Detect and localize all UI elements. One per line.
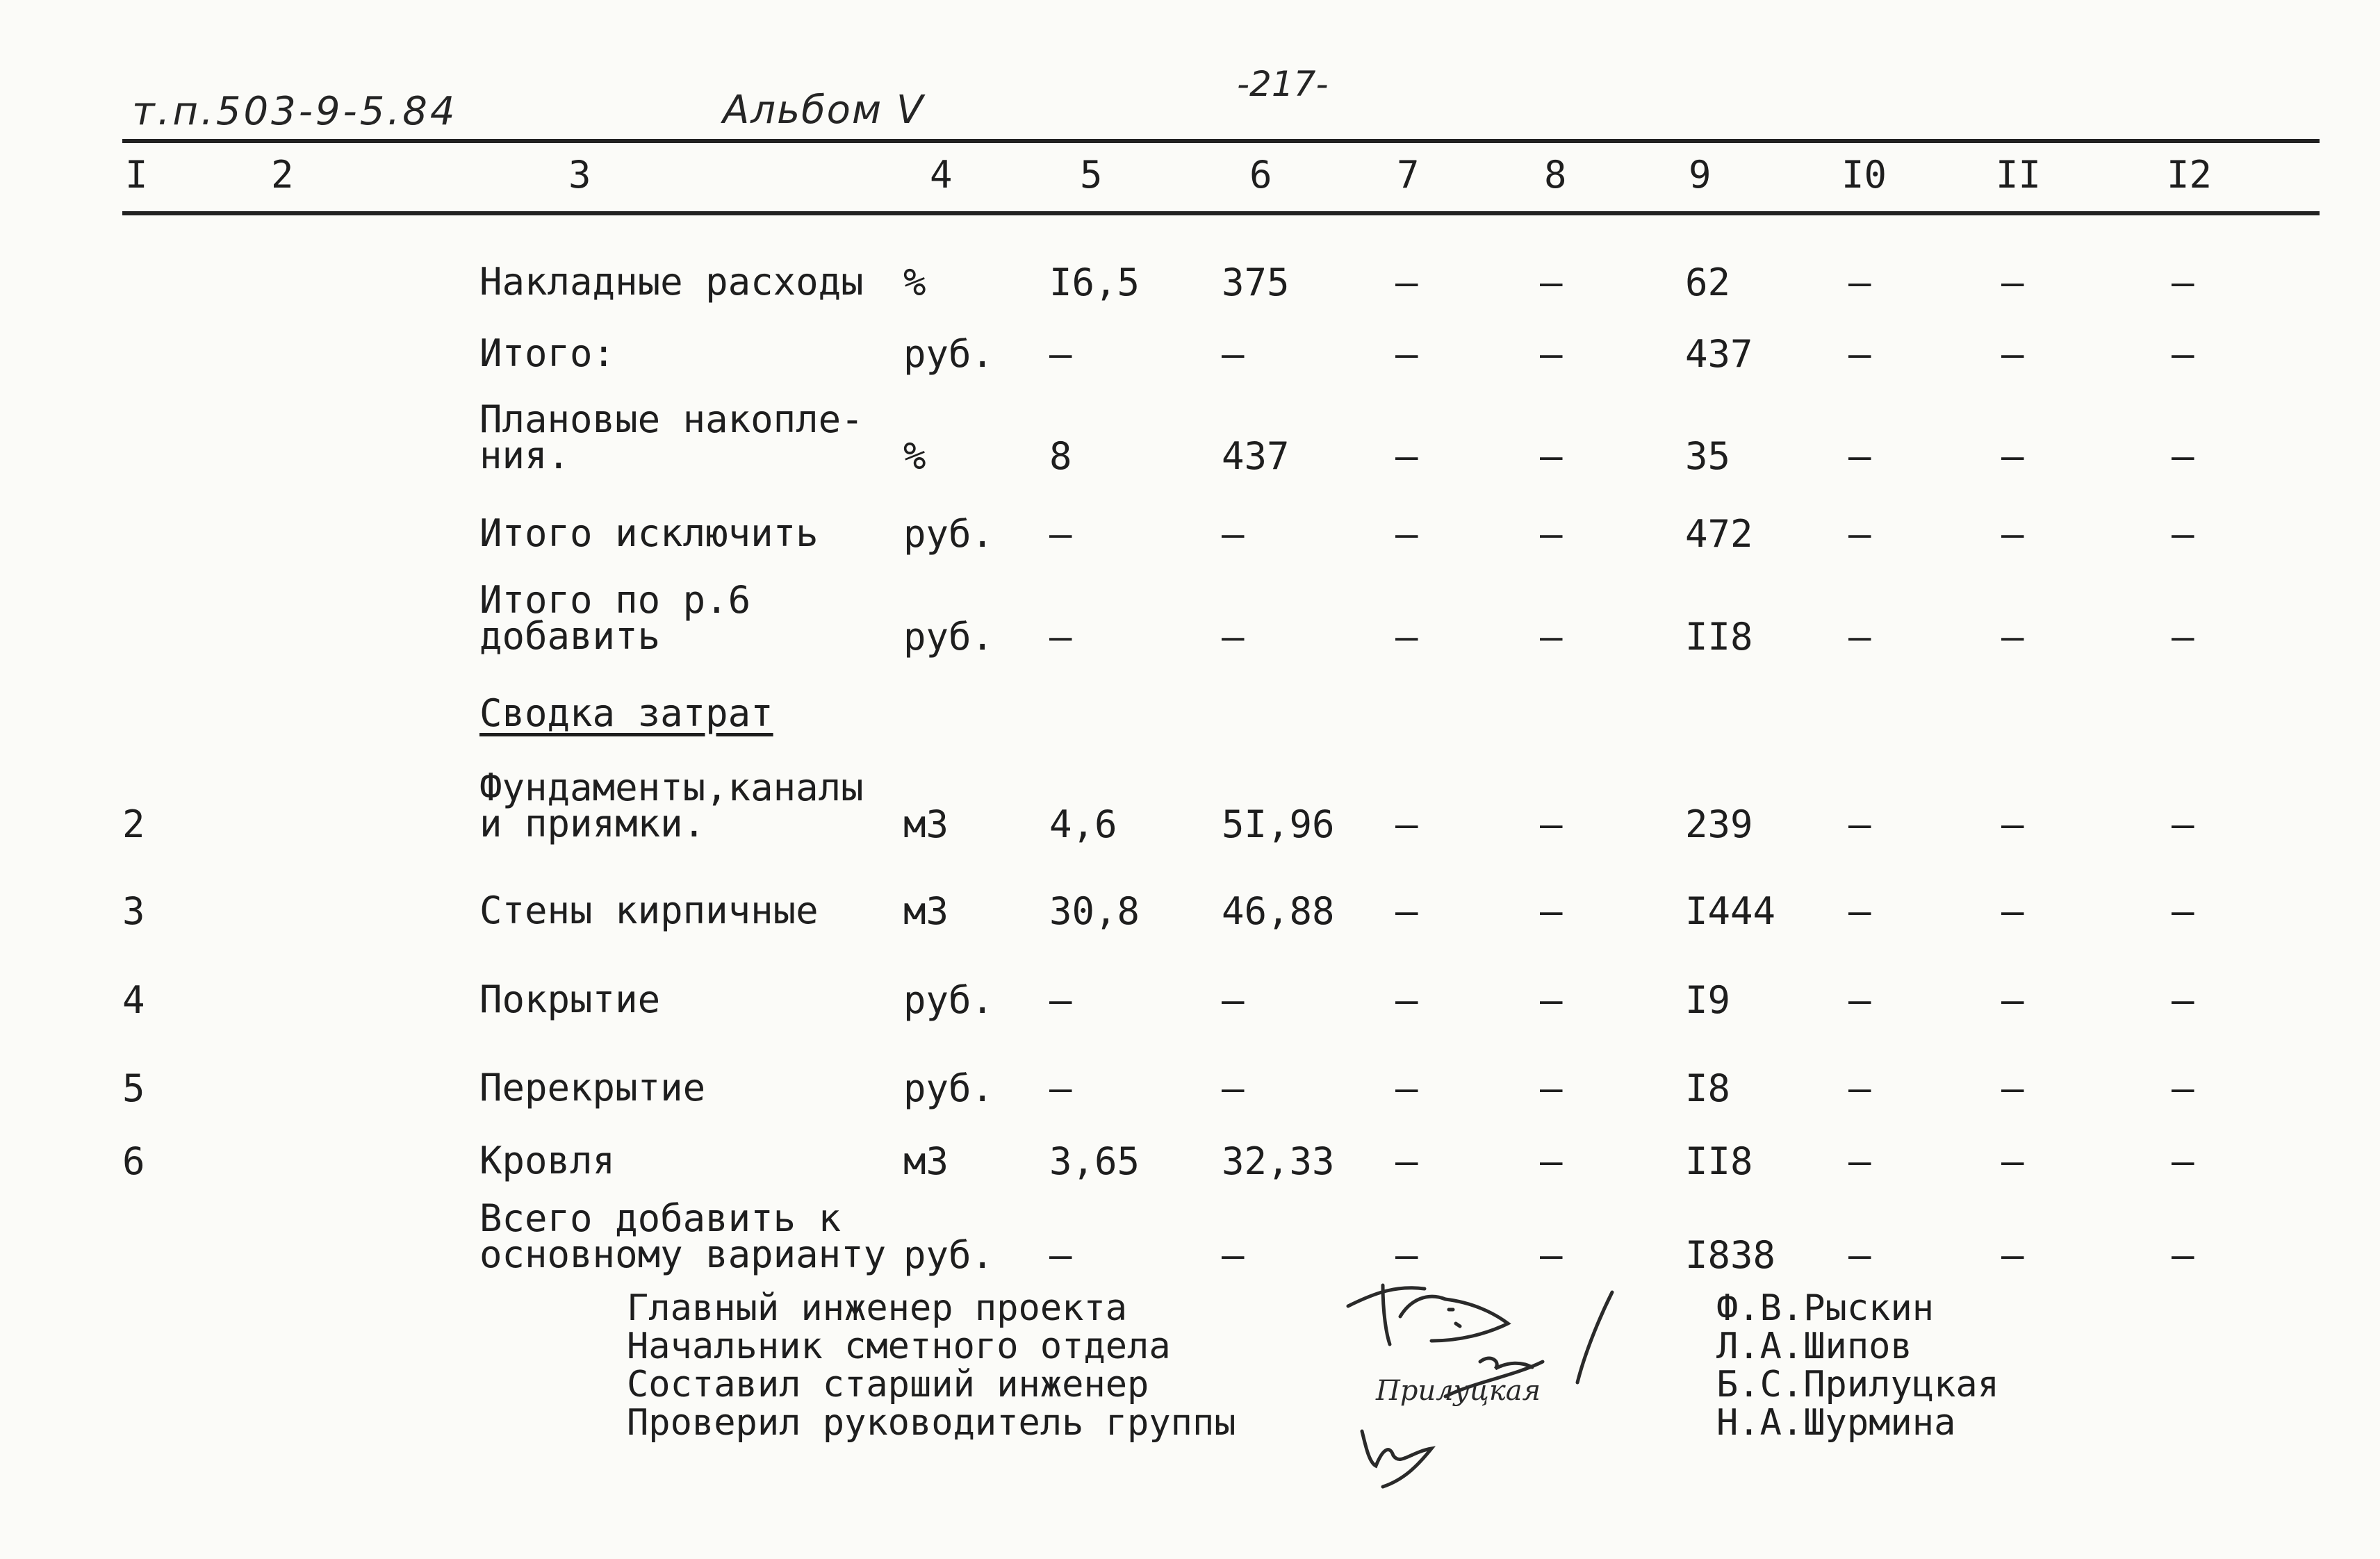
value-cell: II8 xyxy=(1685,615,1753,659)
value-cell: – xyxy=(2001,261,2024,304)
value-cell: 4,6 xyxy=(1049,802,1117,846)
album-label: Альбом V xyxy=(723,88,925,133)
value-cell: – xyxy=(2172,889,2194,933)
header-rule-top xyxy=(122,139,2320,143)
value-cell: – xyxy=(1222,615,1245,659)
value-cell: 472 xyxy=(1685,512,1753,556)
item-name: Фундаменты,каналы и приямки. xyxy=(479,766,864,846)
value-cell: I444 xyxy=(1685,889,1776,933)
row-number: 5 xyxy=(122,1066,145,1110)
value-cell: 437 xyxy=(1222,434,1290,478)
signature-role: Главный инженер проекта xyxy=(627,1287,1128,1329)
value-cell: 3,65 xyxy=(1049,1139,1140,1183)
value-cell: – xyxy=(2001,889,2024,933)
value-cell: – xyxy=(1049,978,1072,1022)
value-cell: I6,5 xyxy=(1049,261,1140,304)
signature-role: Проверил руководитель группы xyxy=(627,1402,1236,1444)
value-cell: – xyxy=(1395,1233,1418,1277)
section-title: Сводка затрат xyxy=(479,691,773,735)
column-header: 4 xyxy=(930,153,953,197)
value-cell: – xyxy=(2001,1233,2024,1277)
value-cell: 8 xyxy=(1049,434,1072,478)
value-cell: – xyxy=(1848,615,1871,659)
value-cell: – xyxy=(1848,1066,1871,1110)
value-cell: 32,33 xyxy=(1222,1139,1335,1183)
column-header: 5 xyxy=(1080,153,1103,197)
value-cell: – xyxy=(2172,332,2194,376)
signatory-name: Н.А.Шурмина xyxy=(1716,1402,1956,1444)
value-cell: – xyxy=(1540,332,1563,376)
value-cell: 46,88 xyxy=(1222,889,1335,933)
unit-cell: руб. xyxy=(903,1233,994,1277)
unit-cell: м3 xyxy=(903,889,949,933)
value-cell: – xyxy=(2001,434,2024,478)
value-cell: – xyxy=(2172,1066,2194,1110)
value-cell: – xyxy=(2001,332,2024,376)
value-cell: – xyxy=(2001,1139,2024,1183)
value-cell: – xyxy=(1395,1066,1418,1110)
value-cell: – xyxy=(1395,332,1418,376)
item-name: Перекрытие xyxy=(479,1066,706,1110)
value-cell: – xyxy=(1395,802,1418,846)
value-cell: – xyxy=(1395,434,1418,478)
item-name: Стены кирпичные xyxy=(479,889,819,932)
value-cell: 62 xyxy=(1685,261,1731,304)
unit-cell: % xyxy=(903,261,926,304)
column-header: 8 xyxy=(1544,153,1567,197)
value-cell: – xyxy=(1540,1233,1563,1277)
value-cell: – xyxy=(1395,889,1418,933)
value-cell: – xyxy=(1848,1139,1871,1183)
value-cell: – xyxy=(1848,434,1871,478)
value-cell: – xyxy=(1222,332,1245,376)
unit-cell: % xyxy=(903,434,926,478)
unit-cell: руб. xyxy=(903,615,994,659)
value-cell: – xyxy=(1540,1066,1563,1110)
item-name: Накладные расходы xyxy=(479,260,864,304)
signature-role: Составил старший инженер xyxy=(627,1364,1149,1405)
value-cell: 35 xyxy=(1685,434,1731,478)
column-header: I0 xyxy=(1841,153,1887,197)
value-cell: 437 xyxy=(1685,332,1753,376)
column-header: 3 xyxy=(568,153,591,197)
value-cell: – xyxy=(1848,978,1871,1022)
column-header: II xyxy=(1996,153,2042,197)
value-cell: – xyxy=(1395,978,1418,1022)
value-cell: – xyxy=(1222,978,1245,1022)
value-cell: – xyxy=(1222,512,1245,556)
value-cell: – xyxy=(1848,1233,1871,1277)
value-cell: – xyxy=(1540,615,1563,659)
value-cell: – xyxy=(2172,1139,2194,1183)
signatory-name: Б.С.Прилуцкая xyxy=(1716,1364,1999,1405)
signature-role: Начальник сметного отдела xyxy=(627,1326,1171,1367)
value-cell: – xyxy=(2001,978,2024,1022)
row-number: 4 xyxy=(122,978,145,1022)
item-name: Всего добавить к основному варианту xyxy=(479,1196,887,1276)
value-cell: – xyxy=(1049,332,1072,376)
signatory-name: Л.А.Шипов xyxy=(1716,1326,1912,1367)
item-name: Итого исключить xyxy=(479,511,819,555)
value-cell: – xyxy=(1540,1139,1563,1183)
value-cell: – xyxy=(1395,615,1418,659)
signatory-name: Ф.В.Рыскин xyxy=(1716,1287,1935,1329)
value-cell: – xyxy=(1395,512,1418,556)
value-cell: 239 xyxy=(1685,802,1753,846)
column-header: 2 xyxy=(271,153,294,197)
value-cell: – xyxy=(1395,1139,1418,1183)
unit-cell: м3 xyxy=(903,1139,949,1183)
item-name: Плановые накопле- ния. xyxy=(479,397,864,477)
value-cell: – xyxy=(1848,889,1871,933)
value-cell: – xyxy=(1049,512,1072,556)
row-number: 2 xyxy=(122,802,145,846)
value-cell: – xyxy=(1848,802,1871,846)
unit-cell: руб. xyxy=(903,512,994,556)
value-cell: – xyxy=(1540,261,1563,304)
unit-cell: руб. xyxy=(903,332,994,376)
value-cell: – xyxy=(1848,512,1871,556)
value-cell: II8 xyxy=(1685,1139,1753,1183)
value-cell: 5I,96 xyxy=(1222,802,1335,846)
item-name: Итого: xyxy=(479,331,616,375)
header-rule-bottom xyxy=(122,211,2320,215)
handwritten-name: Прилуцкая xyxy=(1376,1375,1541,1407)
value-cell: – xyxy=(1395,261,1418,304)
value-cell: – xyxy=(2001,802,2024,846)
value-cell: – xyxy=(1848,261,1871,304)
value-cell: – xyxy=(1049,1233,1072,1277)
row-number: 3 xyxy=(122,889,145,933)
unit-cell: руб. xyxy=(903,1066,994,1110)
item-name: Итого по р.6 добавить xyxy=(479,578,751,658)
unit-cell: руб. xyxy=(903,978,994,1022)
value-cell: 375 xyxy=(1222,261,1290,304)
value-cell: – xyxy=(1049,615,1072,659)
value-cell: – xyxy=(2172,802,2194,846)
value-cell: – xyxy=(1540,802,1563,846)
column-header: 7 xyxy=(1397,153,1420,197)
value-cell: – xyxy=(2172,615,2194,659)
value-cell: – xyxy=(1540,889,1563,933)
value-cell: – xyxy=(1222,1233,1245,1277)
value-cell: I838 xyxy=(1685,1233,1776,1277)
value-cell: 30,8 xyxy=(1049,889,1140,933)
value-cell: – xyxy=(2172,1233,2194,1277)
unit-cell: м3 xyxy=(903,802,949,846)
value-cell: – xyxy=(1540,434,1563,478)
value-cell: – xyxy=(1540,512,1563,556)
value-cell: – xyxy=(2172,978,2194,1022)
column-header: 6 xyxy=(1249,153,1272,197)
column-header: I xyxy=(125,153,148,197)
value-cell: – xyxy=(2172,434,2194,478)
value-cell: I9 xyxy=(1685,978,1731,1022)
value-cell: – xyxy=(1540,978,1563,1022)
handwritten-signatures xyxy=(1334,1257,1696,1494)
value-cell: – xyxy=(2001,1066,2024,1110)
item-name: Кровля xyxy=(479,1139,616,1182)
value-cell: – xyxy=(1049,1066,1072,1110)
value-cell: – xyxy=(1848,332,1871,376)
value-cell: – xyxy=(2001,615,2024,659)
value-cell: – xyxy=(1222,1066,1245,1110)
item-name: Покрытие xyxy=(479,978,661,1021)
value-cell: I8 xyxy=(1685,1066,1731,1110)
column-header: 9 xyxy=(1689,153,1712,197)
value-cell: – xyxy=(2001,512,2024,556)
column-header: I2 xyxy=(2167,153,2213,197)
page-number: -217- xyxy=(1237,64,1329,104)
value-cell: – xyxy=(2172,261,2194,304)
value-cell: – xyxy=(2172,512,2194,556)
document-code: т.п.503-9-5.84 xyxy=(132,89,458,134)
row-number: 6 xyxy=(122,1139,145,1183)
